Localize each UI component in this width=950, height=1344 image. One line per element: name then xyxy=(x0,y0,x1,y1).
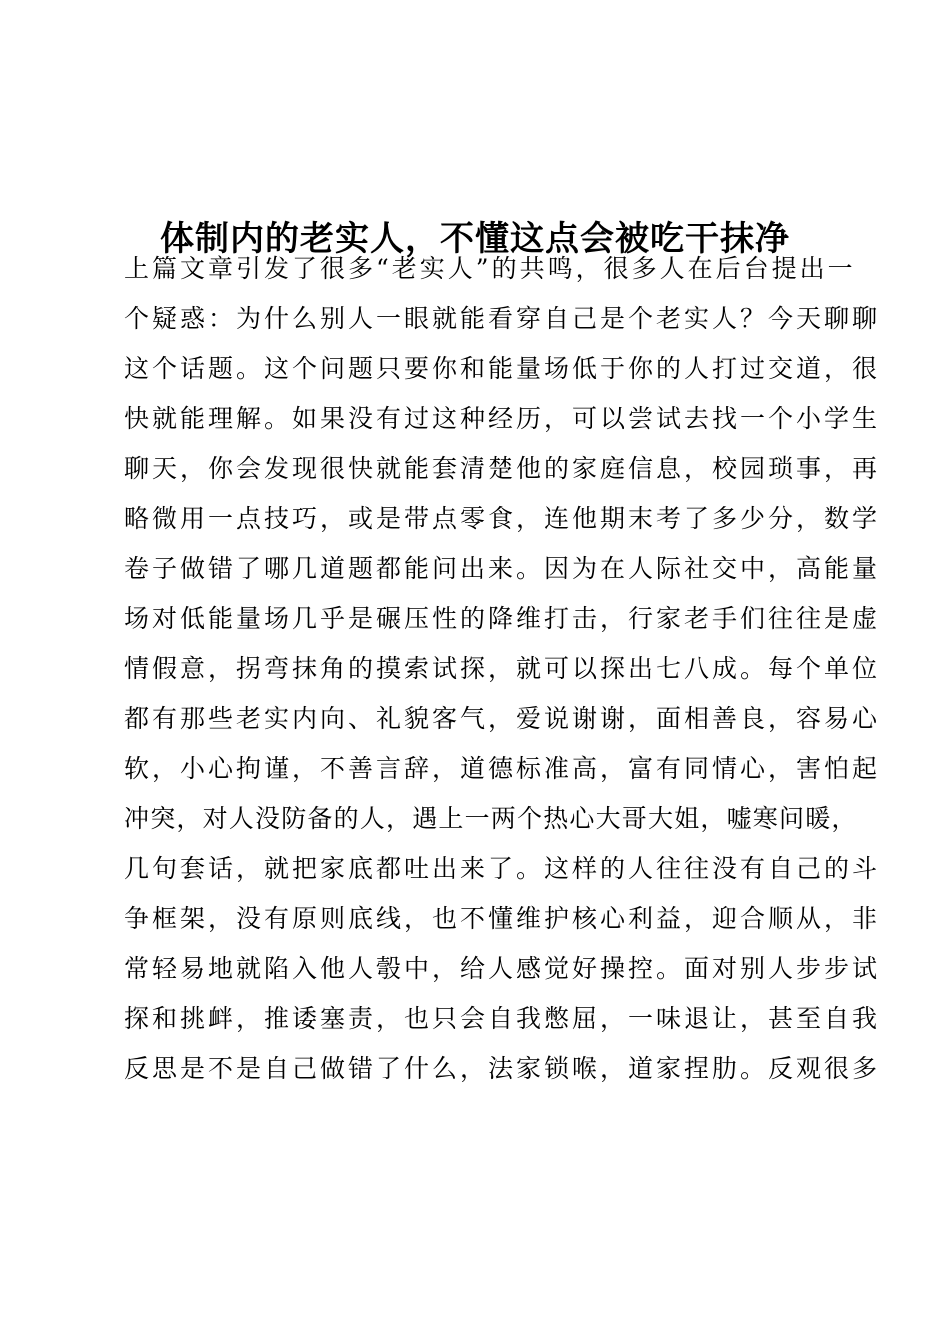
body-line: 争框架，没有原则底线，也不懂维护核心利益，迎合顺从，非 xyxy=(124,904,881,933)
body-line: 探和挑衅，推诿塞责，也只会自我憋屈，一味退让，甚至自我 xyxy=(124,1004,881,1033)
body-line: 都有那些老实内向、礼貌客气，爱说谢谢，面相善良，容易心 xyxy=(124,704,881,733)
body-line: 场对低能量场几乎是碾压性的降维打击，行家老手们往往是虚 xyxy=(124,604,881,633)
body-line: 冲突，对人没防备的人，遇上一两个热心大哥大姐，嘘寒问暖， xyxy=(124,804,858,833)
document-title: 体制内的老实人，不懂这点会被吃干抹净 xyxy=(160,219,790,259)
body-line: 常轻易地就陷入他人彀中，给人感觉好操控。面对别人步步试 xyxy=(124,954,881,983)
body-line: 这个话题。这个问题只要你和能量场低于你的人打过交道，很 xyxy=(124,354,881,383)
body-line: 略微用一点技巧，或是带点零食，连他期末考了多少分，数学 xyxy=(124,504,881,533)
body-line: 卷子做错了哪几道题都能问出来。因为在人际社交中，高能量 xyxy=(124,554,881,583)
body-line: 上篇文章引发了很多“老实人”的共鸣，很多人在后台提出一 xyxy=(124,254,856,283)
body-line: 个疑惑：为什么别人一眼就能看穿自己是个老实人？今天聊聊 xyxy=(124,304,881,333)
body-line: 快就能理解。如果没有过这种经历，可以尝试去找一个小学生 xyxy=(124,404,881,433)
body-line: 聊天，你会发现很快就能套清楚他的家庭信息，校园琐事，再 xyxy=(124,454,881,483)
body-line: 情假意，拐弯抹角的摸索试探，就可以探出七八成。每个单位 xyxy=(124,654,881,683)
body-line: 几句套话，就把家底都吐出来了。这样的人往往没有自己的斗 xyxy=(124,854,881,883)
body-line: 反思是不是自己做错了什么，法家锁喉，道家捏肋。反观很多 xyxy=(124,1054,881,1083)
body-line: 软，小心拘谨，不善言辞，道德标准高，富有同情心，害怕起 xyxy=(124,754,881,783)
document-body xyxy=(124,244,881,1094)
